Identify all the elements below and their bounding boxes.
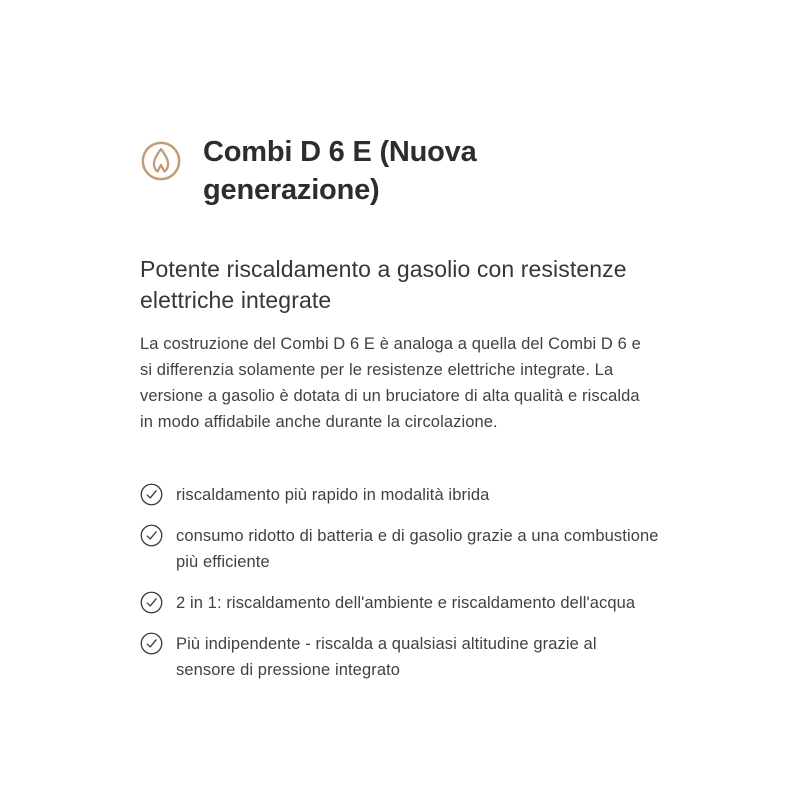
feature-item [140, 482, 660, 508]
feature-item [140, 523, 660, 575]
product-title: Combi D 6 E (Nuova generazione) [203, 136, 477, 206]
check-circle-icon [140, 483, 163, 506]
product-description: La costruzione del Combi D 6 E è analoga a quella del Combi D 6 e si differenzia solamente per le resistenze elettriche integrate. La versione a gasolio è dotata di un bruciatore di alta qualità e riscalda in modo affidabile anche durante la circolazione. [140, 335, 641, 431]
feature-item [140, 590, 660, 616]
check-circle-icon [140, 591, 163, 614]
feature-label: 2 in 1: riscaldamento dell'ambiente e riscaldamento dell'acqua [176, 594, 636, 612]
product-subtitle: Potente riscaldamento a gasolio con resistenze elettriche integrate [140, 256, 627, 313]
feature-item [140, 631, 660, 683]
feature-label: Più indipendente - riscalda a qualsiasi altitudine grazie al sensore di pressione integrato [176, 635, 597, 679]
feature-list [140, 482, 660, 683]
feature-label: riscaldamento più rapido in modalità ibrida [176, 486, 490, 504]
check-circle-icon [140, 632, 163, 655]
check-circle-icon [140, 524, 163, 547]
product-header [140, 133, 660, 209]
flame-icon [140, 140, 182, 182]
feature-label: consumo ridotto di batteria e di gasolio grazie a una combustione più efficiente [176, 527, 659, 571]
